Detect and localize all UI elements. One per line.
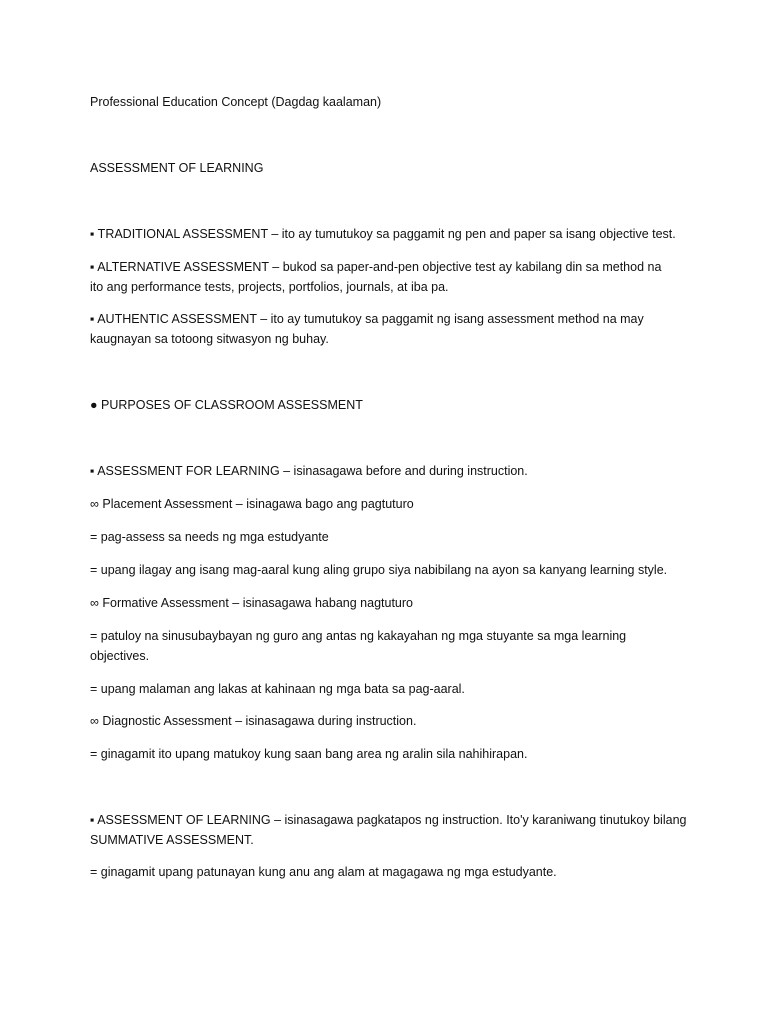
placement-note-1: = pag-assess sa needs ng mga estudyante <box>90 530 329 544</box>
placement-assessment-item: ∞ Placement Assessment – isinagawa bago ang pagtuturo <box>90 497 414 511</box>
alternative-assessment-item: ▪ ALTERNATIVE ASSESSMENT – bukod sa paper-and-pen objective test ay kabilang din sa method na ito ang performance tests, projects, portfolios, journals, at iba pa. <box>90 260 662 294</box>
traditional-assessment-item: ▪ TRADITIONAL ASSESSMENT – ito ay tumutukoy sa paggamit ng pen and paper sa isang objective test. <box>90 227 676 241</box>
formative-note-2: = upang malaman ang lakas at kahinaan ng mga bata sa pag-aaral. <box>90 682 465 696</box>
document-title: Professional Education Concept (Dagdag kaalaman) <box>90 95 382 109</box>
formative-assessment-item: ∞ Formative Assessment – isinasagawa habang nagtuturo <box>90 596 413 610</box>
placement-note-2: = upang ilagay ang isang mag-aaral kung aling grupo siya nabibilang na ayon sa kanyang learning style. <box>90 563 668 577</box>
assessment-of-learning-note: = ginagamit upang patunayan kung anu ang alam at magagawa ng mga estudyante. <box>90 865 557 879</box>
authentic-assessment-item: ▪ AUTHENTIC ASSESSMENT – ito ay tumutukoy sa paggamit ng isang assessment method na may kaugnayan sa totoong sitwasyon ng buhay. <box>90 312 644 346</box>
diagnostic-note: = ginagamit ito upang matukoy kung saan bang area ng aralin sila nahihirapan. <box>90 747 528 761</box>
assessment-for-learning-heading: ▪ ASSESSMENT FOR LEARNING – isinasagawa before and during instruction. <box>90 464 528 478</box>
assessment-of-learning-heading: ▪ ASSESSMENT OF LEARNING – isinasagawa pagkatapos ng instruction. Ito'y karaniwang tinutukoy bilang SUMMATIVE ASSESSMENT. <box>90 813 687 847</box>
diagnostic-assessment-item: ∞ Diagnostic Assessment – isinasagawa during instruction. <box>90 714 417 728</box>
section-heading: ASSESSMENT OF LEARNING <box>90 161 264 175</box>
purposes-heading: ● PURPOSES OF CLASSROOM ASSESSMENT <box>90 398 363 412</box>
formative-note-1: = patuloy na sinusubaybayan ng guro ang antas ng kakayahan ng mga stuyante sa mga learning objectives. <box>90 629 627 663</box>
